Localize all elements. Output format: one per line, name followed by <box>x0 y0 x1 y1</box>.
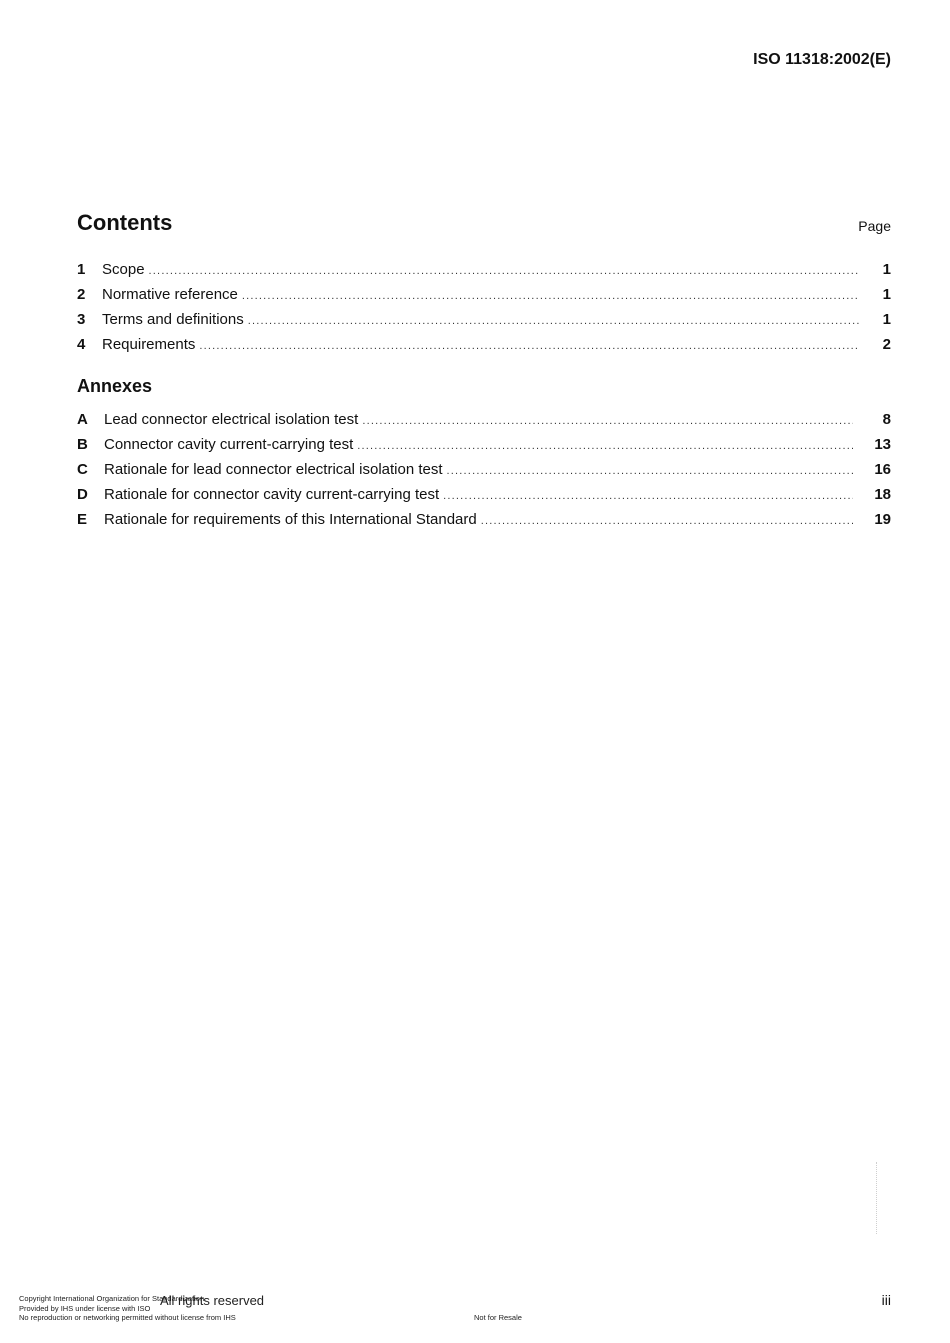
toc-entry-page: 1 <box>882 286 891 303</box>
toc-entry-title: Lead connector electrical isolation test <box>104 411 359 428</box>
toc-entry-annex-d[interactable] <box>77 486 891 511</box>
copyright-line: Copyright International Organization for Standardization <box>19 1294 205 1303</box>
toc-entry-title: Rationale for requirements of this International Standard <box>104 511 477 528</box>
toc-entry-annex-a[interactable] <box>77 411 891 436</box>
toc-entry-title: Normative reference <box>102 286 238 303</box>
toc-entry-page: 13 <box>874 436 891 453</box>
dot-leader <box>149 265 860 277</box>
annex-list <box>77 411 891 536</box>
toc-entry-page: 19 <box>874 511 891 528</box>
toc-entry-clause-3[interactable] <box>77 311 891 336</box>
toc-entry-clause-4[interactable] <box>77 336 891 361</box>
toc-entry-number: B <box>77 436 88 453</box>
toc-entry-page: 1 <box>882 261 891 278</box>
toc-entry-number: 1 <box>77 261 86 278</box>
dot-leader <box>443 490 853 502</box>
toc-entry-number: 4 <box>77 336 86 353</box>
toc-entry-title: Terms and definitions <box>102 311 244 328</box>
toc-entry-page: 1 <box>882 311 891 328</box>
copyright-notice <box>19 1294 236 1323</box>
rights-reserved: All rights reserved <box>160 1293 265 1308</box>
dot-leader <box>199 340 860 352</box>
toc-entry-title: Rationale for lead connector electrical isolation test <box>104 461 443 478</box>
toc-entry-number: C <box>77 461 88 478</box>
toc-entry-annex-c[interactable] <box>77 461 891 486</box>
annexes-heading: Annexes <box>77 376 153 396</box>
toc-entry-page: 16 <box>874 461 891 478</box>
page-column-label: Page <box>858 218 891 234</box>
toc-entry-number: A <box>77 411 88 428</box>
toc-entry-number: 2 <box>77 286 86 303</box>
toc-entry-annex-b[interactable] <box>77 436 891 461</box>
dot-leader <box>357 440 853 452</box>
toc-entry-number: D <box>77 486 88 503</box>
dot-leader <box>481 515 853 527</box>
dot-leader <box>242 290 860 302</box>
document-id: ISO 11318:2002(E) <box>753 51 891 68</box>
clause-list <box>77 261 891 361</box>
not-for-resale: Not for Resale <box>474 1313 522 1322</box>
toc-entry-number: E <box>77 511 88 528</box>
toc-entry-page: 18 <box>874 486 891 503</box>
toc-entry-clause-2[interactable] <box>77 286 891 311</box>
contents-title: Contents <box>77 210 173 235</box>
toc-entry-title: Rationale for connector cavity current-carrying test <box>104 486 440 503</box>
dot-leader <box>447 465 853 477</box>
toc-entry-page: 2 <box>882 336 891 353</box>
toc-entry-number: 3 <box>77 311 86 328</box>
reproduction-line: No reproduction or networking permitted without license from IHS <box>19 1313 236 1322</box>
page-number: iii <box>881 1292 891 1308</box>
toc-entry-annex-e[interactable] <box>77 511 891 536</box>
dot-leader <box>362 415 853 427</box>
toc-entry-title: Scope <box>102 261 145 278</box>
dot-leader <box>248 315 860 327</box>
toc-entry-clause-1[interactable] <box>77 261 891 286</box>
license-line: Provided by IHS under license with ISO <box>19 1303 151 1313</box>
toc-entry-title: Requirements <box>102 336 196 353</box>
scan-artifact <box>876 1162 880 1234</box>
toc-entry-title: Connector cavity current-carrying test <box>104 436 354 453</box>
toc-entry-page: 8 <box>882 411 891 428</box>
